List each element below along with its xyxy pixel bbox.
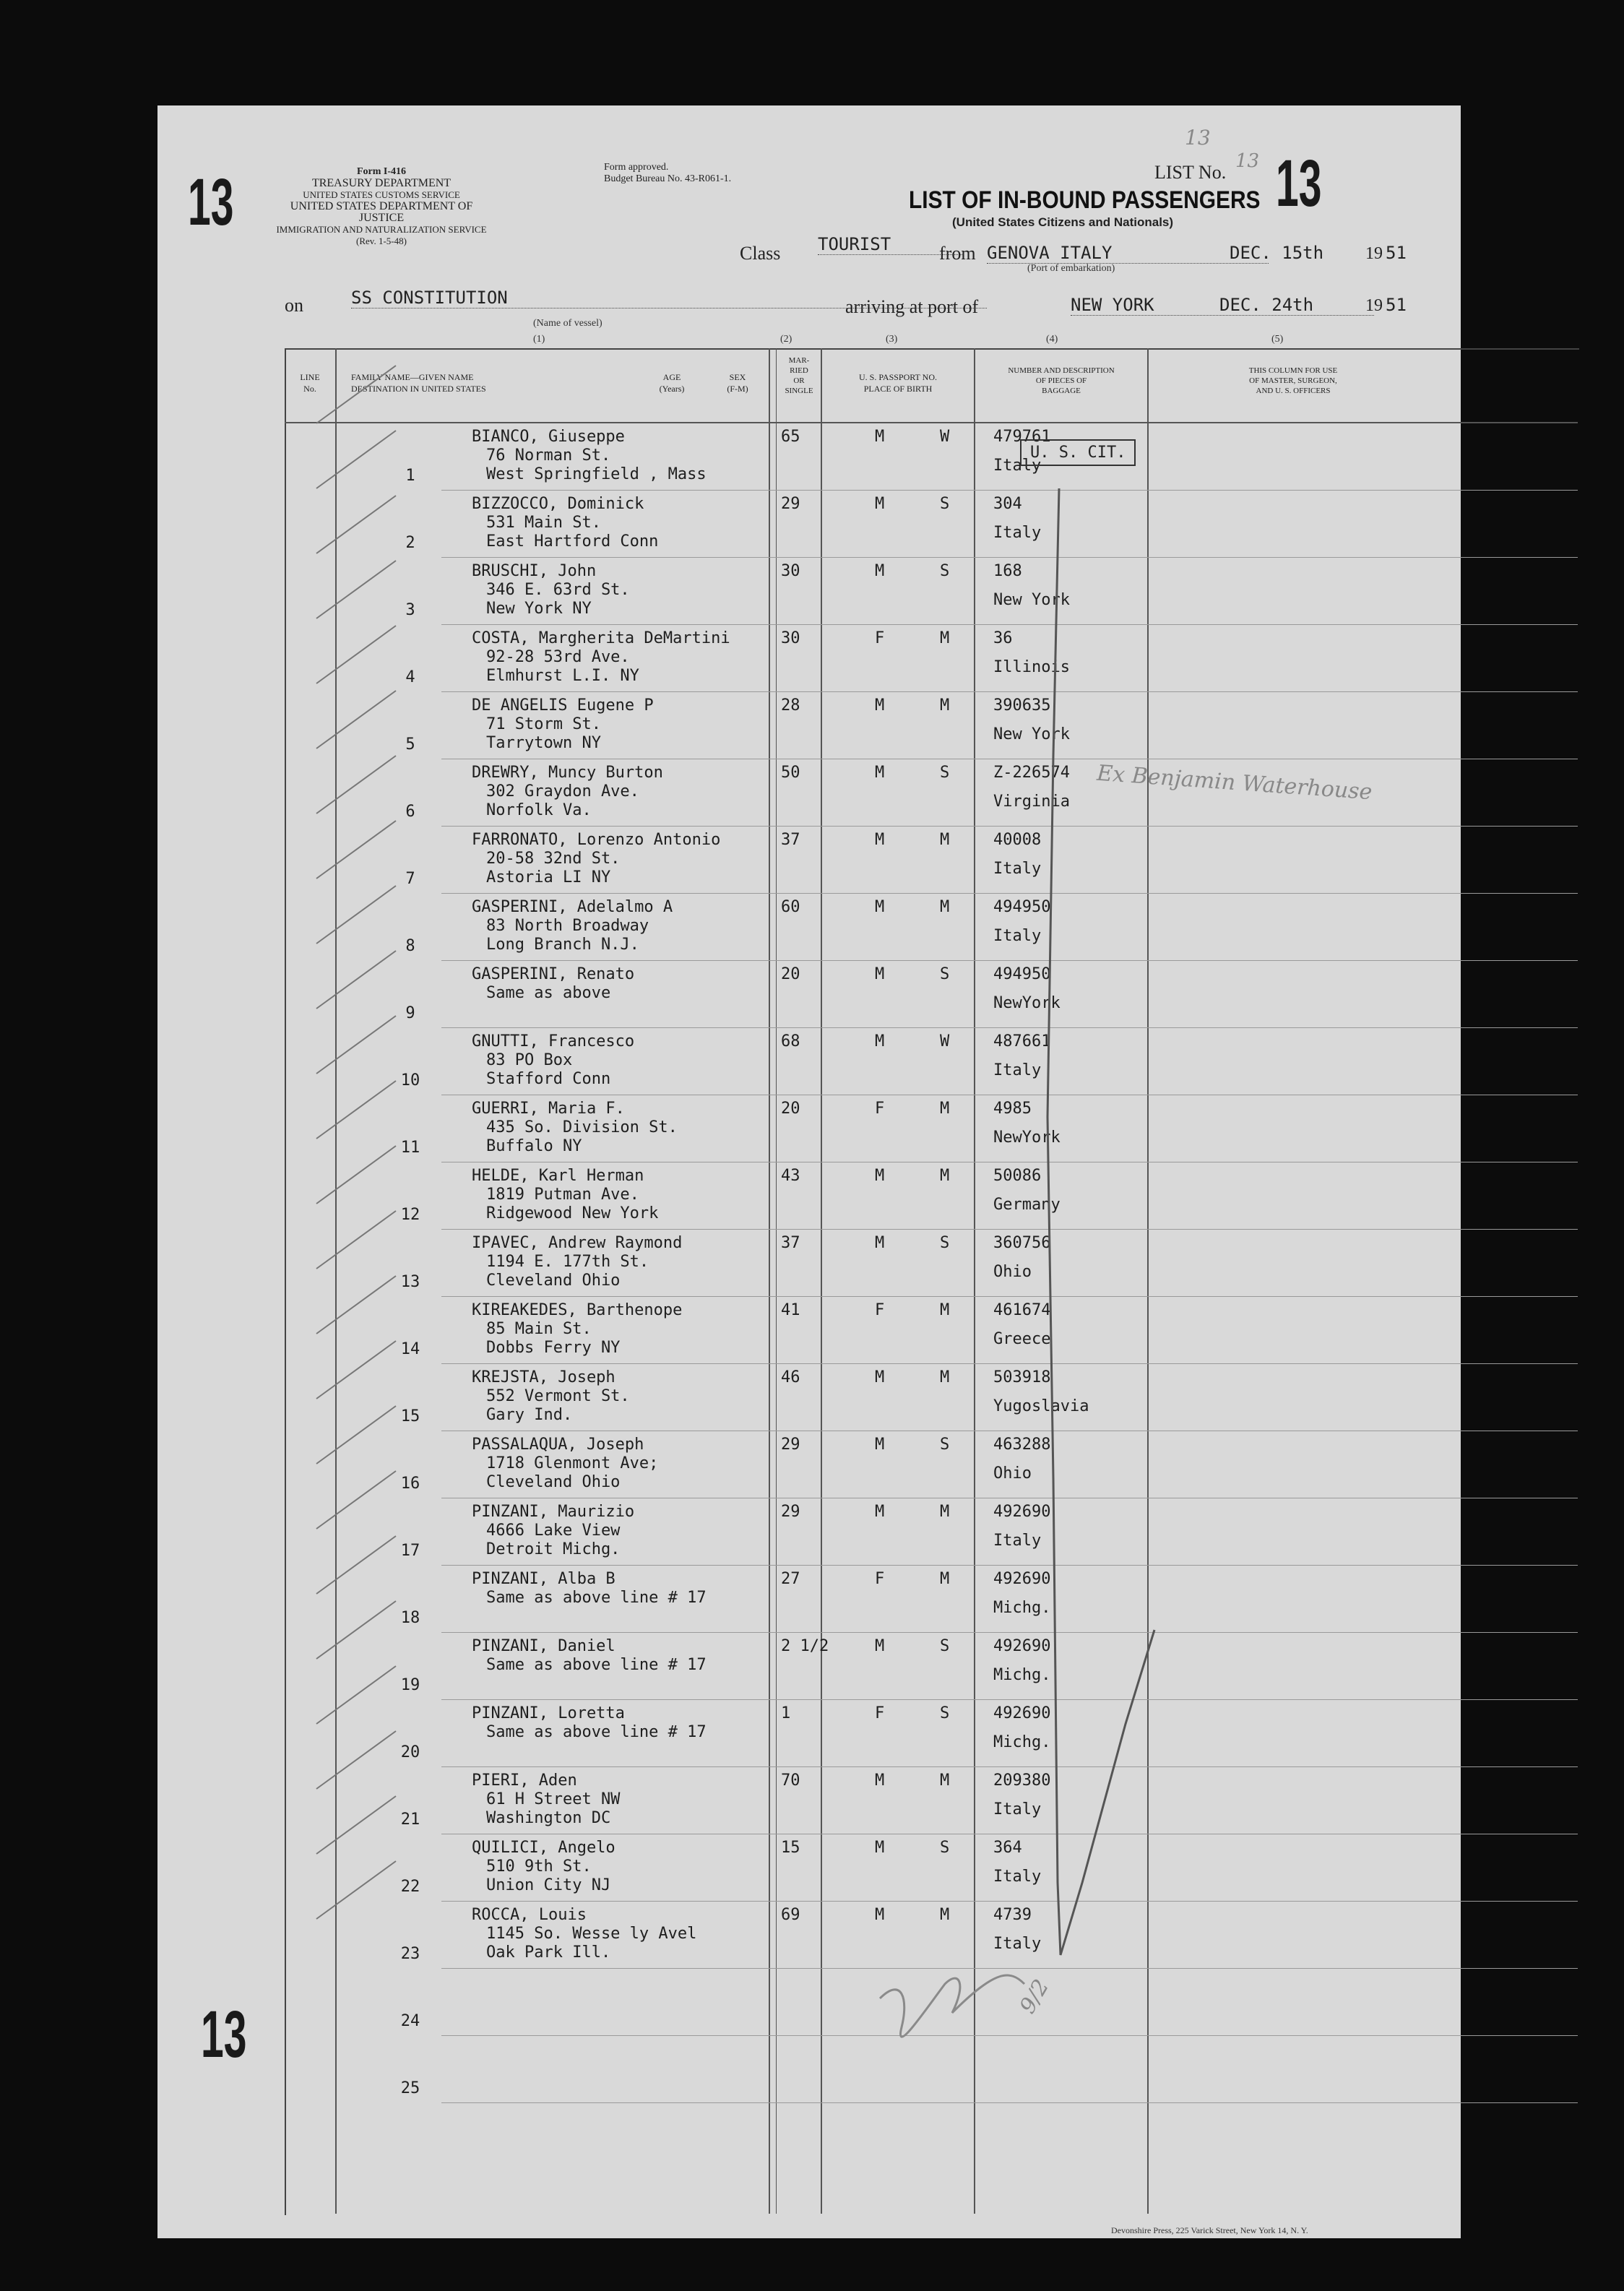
sex-cell: M <box>875 1772 885 1790</box>
departure-date: DEC. 15th <box>1230 243 1324 263</box>
arrival-year: 51 <box>1386 295 1407 315</box>
marital-status-cell: S <box>940 1234 950 1252</box>
age-cell: 28 <box>781 696 800 715</box>
class-label: Class <box>740 243 781 264</box>
address-line-2: Cleveland Ohio <box>486 1272 621 1290</box>
place-of-birth: Italy <box>993 1532 1042 1550</box>
sex-cell: M <box>875 965 885 983</box>
passport-number: 36 <box>993 629 1013 647</box>
place-of-birth: Italy <box>993 1061 1042 1079</box>
address-line-2: West Springfield , Mass <box>486 465 707 483</box>
address-line-1: 85 Main St. <box>486 1320 592 1338</box>
page-title: LIST OF IN-BOUND PASSENGERS <box>909 186 1261 214</box>
marital-status-cell: S <box>940 1637 950 1655</box>
col-num-2: (2) <box>780 334 792 345</box>
us-citizen-stamp: U. S. CIT. <box>1020 439 1136 466</box>
address-line-2: Oak Park Ill. <box>486 1943 611 1962</box>
passport-number: 492690 <box>993 1503 1051 1521</box>
pencil-marks <box>157 105 1461 2238</box>
place-of-birth: New York <box>993 725 1070 743</box>
passport-number: 304 <box>993 495 1022 513</box>
sex-cell: F <box>875 1301 885 1319</box>
vessel-note: (Name of vessel) <box>533 318 602 329</box>
line-number: 15 <box>400 1407 420 1425</box>
passenger-name: FARRONATO, Lorenzo Antonio <box>472 831 721 849</box>
port-note: (Port of embarkation) <box>1027 263 1115 274</box>
line-number: 22 <box>400 1878 420 1896</box>
address-line-2: Astoria LI NY <box>486 868 611 886</box>
age-cell: 69 <box>781 1906 800 1924</box>
passenger-name: PINZANI, Daniel <box>472 1637 616 1655</box>
address-line-1: 20-58 32nd St. <box>486 850 621 868</box>
passport-number: 40008 <box>993 831 1042 849</box>
line-number: 11 <box>400 1139 420 1157</box>
sex-cell: M <box>875 1032 885 1050</box>
line-number: 8 <box>405 937 415 955</box>
address-line-1: 552 Vermont St. <box>486 1387 630 1405</box>
sex-cell: M <box>875 1368 885 1386</box>
header-age: AGE (Years) <box>659 372 685 394</box>
address-line-1: 83 PO Box <box>486 1051 573 1069</box>
address-line-1: 346 E. 63rd St. <box>486 581 630 599</box>
line-number: 9 <box>405 1004 415 1022</box>
marital-status-cell: M <box>940 1772 950 1790</box>
customs-service: UNITED STATES CUSTOMS SERVICE <box>303 189 460 200</box>
sex-cell: F <box>875 629 885 647</box>
sex-cell: M <box>875 562 885 580</box>
address-line-2: Dobbs Ferry NY <box>486 1339 621 1357</box>
age-cell: 29 <box>781 1436 800 1454</box>
age-cell: 27 <box>781 1570 800 1588</box>
address-line-2: East Hartford Conn <box>486 532 659 551</box>
passport-number: 492690 <box>993 1637 1051 1655</box>
ins-service: IMMIGRATION AND NATURALIZATION SERVICE <box>276 224 487 235</box>
passport-number: 390635 <box>993 696 1051 715</box>
place-of-birth: Yugoslavia <box>993 1397 1089 1415</box>
passenger-name: DE ANGELIS Eugene P <box>472 696 654 715</box>
address-line-1: Same as above <box>486 984 611 1002</box>
passenger-name: BRUSCHI, John <box>472 562 597 580</box>
marital-status-cell: M <box>940 898 950 916</box>
address-line-1: 435 So. Division St. <box>486 1118 678 1136</box>
address-line-1: 4666 Lake View <box>486 1522 621 1540</box>
place-of-birth: Italy <box>993 860 1042 878</box>
stamp-number-right: 13 <box>1276 147 1322 220</box>
place-of-birth: Illinois <box>993 658 1070 676</box>
passport-number: 503918 <box>993 1368 1051 1386</box>
address-line-1: Same as above line # 17 <box>486 1723 707 1741</box>
sex-cell: M <box>875 1637 885 1655</box>
address-line-2: Stafford Conn <box>486 1070 611 1088</box>
marital-status-cell: M <box>940 1100 950 1118</box>
line-number: 1 <box>405 467 415 485</box>
place-of-birth: Michg. <box>993 1733 1051 1751</box>
vessel-name: SS CONSTITUTION <box>351 288 987 309</box>
place-of-birth: Italy <box>993 524 1042 542</box>
address-line-2: New York NY <box>486 600 592 618</box>
passenger-name: IPAVEC, Andrew Raymond <box>472 1234 683 1252</box>
stamp-number-left: 13 <box>188 165 234 239</box>
class-value: TOURIST <box>818 234 962 255</box>
line-number: 21 <box>400 1811 420 1829</box>
age-cell: 20 <box>781 965 800 983</box>
age-cell: 70 <box>781 1772 800 1790</box>
marital-status-cell: S <box>940 1839 950 1857</box>
address-line-1: 1718 Glenmont Ave; <box>486 1454 659 1472</box>
form-number: Form I-416 <box>356 166 407 177</box>
passenger-name: DREWRY, Muncy Burton <box>472 764 663 782</box>
age-cell: 37 <box>781 1234 800 1252</box>
address-line-2: Ridgewood New York <box>486 1204 659 1222</box>
arrival-date: DEC. 24th <box>1219 295 1314 315</box>
approved-text: Form approved. <box>604 162 669 173</box>
line-number: 20 <box>400 1743 420 1761</box>
marital-status-cell: M <box>940 1167 950 1185</box>
address-line-1: Same as above line # 17 <box>486 1656 707 1674</box>
address-line-1: 302 Graydon Ave. <box>486 782 639 801</box>
list-number-label: LIST No. <box>1154 162 1227 183</box>
header-sex: SEX (F-M) <box>727 372 748 394</box>
passenger-name: QUILICI, Angelo <box>472 1839 616 1857</box>
marital-status-cell: S <box>940 965 950 983</box>
age-cell: 43 <box>781 1167 800 1185</box>
line-number: 19 <box>400 1676 420 1694</box>
place-of-birth: Michg. <box>993 1666 1051 1684</box>
sex-cell: M <box>875 1436 885 1454</box>
age-cell: 68 <box>781 1032 800 1050</box>
marital-status-cell: M <box>940 831 950 849</box>
address-line-2: Long Branch N.J. <box>486 936 639 954</box>
list-number-value: 13 <box>1235 150 1260 172</box>
age-cell: 1 <box>781 1704 791 1722</box>
marital-status-cell: S <box>940 562 950 580</box>
age-cell: 41 <box>781 1301 800 1319</box>
marital-status-cell: S <box>940 495 950 513</box>
manifest-page <box>157 105 1461 2238</box>
marital-status-cell: S <box>940 1704 950 1722</box>
age-cell: 65 <box>781 428 800 446</box>
header-officers: THIS COLUMN FOR USE OF MASTER, SURGEON, AND U. S. OFFICERS <box>1248 366 1338 395</box>
address-line-2: Gary Ind. <box>486 1406 573 1424</box>
printer-footer: Devonshire Press, 225 Varick Street, New York 14, N. Y. <box>1111 2225 1308 2235</box>
address-line-1: 1819 Putman Ave. <box>486 1186 639 1204</box>
line-number: 13 <box>400 1273 420 1291</box>
sex-cell: M <box>875 1906 885 1924</box>
from-label: from <box>939 243 976 264</box>
age-cell: 60 <box>781 898 800 916</box>
line-number: 14 <box>400 1340 420 1358</box>
line-tick-marks <box>316 366 396 1919</box>
passport-number: 487661 <box>993 1032 1051 1050</box>
col-num-3: (3) <box>886 334 898 345</box>
passenger-name: PIERI, Aden <box>472 1772 577 1790</box>
line-number: 16 <box>400 1475 420 1493</box>
address-line-2: Elmhurst L.I. NY <box>486 667 639 685</box>
passenger-name: GNUTTI, Francesco <box>472 1032 635 1050</box>
place-of-birth: Ohio <box>993 1464 1032 1483</box>
place-of-birth: Italy <box>993 1935 1042 1953</box>
passport-number: 461674 <box>993 1301 1051 1319</box>
arrival-port: NEW YORK <box>1071 295 1374 316</box>
address-line-1: 1145 So. Wesse ly Avel <box>486 1925 697 1943</box>
address-line-2: Cleveland Ohio <box>486 1473 621 1491</box>
place-of-birth: Italy <box>993 457 1042 475</box>
address-line-1: 83 North Broadway <box>486 917 649 935</box>
sex-cell: M <box>875 495 885 513</box>
line-number: 7 <box>405 870 415 888</box>
passenger-name: BIZZOCCO, Dominick <box>472 495 644 513</box>
line-number: 5 <box>405 735 415 754</box>
header-name: FAMILY NAME—GIVEN NAME DESTINATION IN UNITED STATES <box>351 372 486 394</box>
sex-cell: F <box>875 1704 885 1722</box>
sex-cell: M <box>875 1167 885 1185</box>
age-cell: 30 <box>781 629 800 647</box>
age-cell: 2 1/2 <box>781 1637 829 1655</box>
marital-status-cell: M <box>940 629 950 647</box>
passport-number: 209380 <box>993 1772 1051 1790</box>
passenger-name: PINZANI, Alba B <box>472 1570 616 1588</box>
sex-cell: F <box>875 1100 885 1118</box>
line-number: 23 <box>400 1945 420 1963</box>
address-line-1: 531 Main St. <box>486 514 601 532</box>
age-cell: 37 <box>781 831 800 849</box>
place-of-birth: NewYork <box>993 994 1061 1012</box>
passenger-name: COSTA, Margherita DeMartini <box>472 629 730 647</box>
place-of-birth: Michg. <box>993 1599 1051 1617</box>
passport-number: 492690 <box>993 1570 1051 1588</box>
place-of-birth: Italy <box>993 927 1042 945</box>
officer-initials: 9/2 <box>1014 1975 1055 2019</box>
marital-status-cell: W <box>940 1032 950 1050</box>
sex-cell: M <box>875 1839 885 1857</box>
stamp-number-bottom: 13 <box>201 1998 247 2071</box>
marital-status-cell: M <box>940 1368 950 1386</box>
passenger-name: ROCCA, Louis <box>472 1906 587 1924</box>
treasury-dept: TREASURY DEPARTMENT <box>311 177 452 189</box>
line-number: 3 <box>405 601 415 619</box>
address-line-2: Buffalo NY <box>486 1137 582 1155</box>
col-num-4: (4) <box>1046 334 1058 345</box>
sex-cell: M <box>875 696 885 715</box>
marital-status-cell: S <box>940 764 950 782</box>
passenger-name: GASPERINI, Adelalmo A <box>472 898 673 916</box>
address-line-2: Detroit Michg. <box>486 1540 621 1558</box>
col-num-1: (1) <box>533 334 545 345</box>
place-of-birth: Ohio <box>993 1263 1032 1281</box>
sex-cell: M <box>875 764 885 782</box>
passenger-name: GUERRI, Maria F. <box>472 1100 625 1118</box>
arriving-label: arriving at port of <box>845 296 979 317</box>
marital-status-cell: M <box>940 1906 950 1924</box>
line-number: 4 <box>405 668 415 686</box>
age-cell: 15 <box>781 1839 800 1857</box>
col-num-5: (5) <box>1271 334 1284 345</box>
line-number: 12 <box>400 1206 420 1224</box>
passport-number: 364 <box>993 1839 1022 1857</box>
marital-status-cell: M <box>940 1503 950 1521</box>
line-number: 18 <box>400 1609 420 1627</box>
place-of-birth: Germany <box>993 1196 1061 1214</box>
address-line-2: Washington DC <box>486 1809 611 1827</box>
arrival-year-prefix: 19 <box>1365 296 1383 315</box>
marital-status-cell: M <box>940 696 950 715</box>
marital-status-cell: M <box>940 1301 950 1319</box>
address-line-1: 76 Norman St. <box>486 446 611 465</box>
place-of-birth: Italy <box>993 1800 1042 1818</box>
departure-year-prefix: 19 <box>1365 244 1383 263</box>
passenger-name: PINZANI, Loretta <box>472 1704 625 1722</box>
address-line-1: 1194 E. 177th St. <box>486 1253 649 1271</box>
address-line-1: 61 H Street NW <box>486 1790 621 1808</box>
line-number: 17 <box>400 1542 420 1560</box>
address-line-1: 92-28 53rd Ave. <box>486 648 630 666</box>
passport-number: 4985 <box>993 1100 1032 1118</box>
passport-number: 4739 <box>993 1906 1032 1924</box>
baggage-pencil-line <box>1048 488 1154 1955</box>
page-subtitle: (United States Citizens and Nationals) <box>952 215 1174 229</box>
line-number: 6 <box>405 803 415 821</box>
marital-status-cell: W <box>940 428 950 446</box>
on-label: on <box>285 295 303 316</box>
header-married: MAR- RIED OR SINGLE <box>785 356 813 395</box>
line-number: 24 <box>400 2012 420 2030</box>
list-number-note: 13 <box>1185 126 1211 150</box>
address-line-2: Norfolk Va. <box>486 801 592 819</box>
note-ex-vessel: Ex Benjamin Waterhouse <box>1096 760 1373 806</box>
marital-status-cell: M <box>940 1570 950 1588</box>
passenger-name: GASPERINI, Renato <box>472 965 635 983</box>
passport-number: 50086 <box>993 1167 1042 1185</box>
line-number: 25 <box>400 2079 420 2097</box>
passenger-name: KREJSTA, Joseph <box>472 1368 616 1386</box>
header-baggage: NUMBER AND DESCRIPTION OF PIECES OF BAGGAGE <box>1008 366 1115 395</box>
address-line-1: Same as above line # 17 <box>486 1589 707 1607</box>
age-cell: 50 <box>781 764 800 782</box>
passenger-name: BIANCO, Giuseppe <box>472 428 625 446</box>
signature-scribble <box>880 1975 1024 2037</box>
revision: (Rev. 1-5-48) <box>356 236 407 246</box>
sex-cell: M <box>875 898 885 916</box>
passport-number: 494950 <box>993 898 1051 916</box>
place-of-birth: Virginia <box>993 793 1070 811</box>
departure-year: 51 <box>1386 243 1407 263</box>
age-cell: 20 <box>781 1100 800 1118</box>
age-cell: 29 <box>781 495 800 513</box>
passenger-name: PINZANI, Maurizio <box>472 1503 635 1521</box>
passport-number: 479761 <box>993 428 1051 446</box>
age-cell: 30 <box>781 562 800 580</box>
place-of-birth: Greece <box>993 1330 1051 1348</box>
header-line-no: LINE No. <box>300 372 320 394</box>
line-number: 10 <box>400 1071 420 1090</box>
sex-cell: F <box>875 1570 885 1588</box>
line-number: 2 <box>405 534 415 552</box>
passenger-name: PASSALAQUA, Joseph <box>472 1436 644 1454</box>
from-value: GENOVA ITALY <box>987 243 1269 264</box>
sex-cell: M <box>875 428 885 446</box>
address-line-1: 71 Storm St. <box>486 715 601 733</box>
passport-number: 360756 <box>993 1234 1051 1252</box>
place-of-birth: NewYork <box>993 1129 1061 1147</box>
sex-cell: M <box>875 1503 885 1521</box>
budget-text: Budget Bureau No. 43-R061-1. <box>604 173 732 184</box>
sex-cell: M <box>875 1234 885 1252</box>
place-of-birth: New York <box>993 591 1070 609</box>
address-line-2: Tarrytown NY <box>486 734 601 752</box>
age-cell: 29 <box>781 1503 800 1521</box>
passport-number: 492690 <box>993 1704 1051 1722</box>
passenger-name: HELDE, Karl Herman <box>472 1167 644 1185</box>
sex-cell: M <box>875 831 885 849</box>
passenger-name: KIREAKEDES, Barthenope <box>472 1301 683 1319</box>
marital-status-cell: S <box>940 1436 950 1454</box>
justice-dept: UNITED STATES DEPARTMENT OF JUSTICE <box>290 200 473 224</box>
passport-number: 463288 <box>993 1436 1051 1454</box>
header-passport: U. S. PASSPORT NO. PLACE OF BIRTH <box>859 372 937 394</box>
passport-number: 494950 <box>993 965 1051 983</box>
address-line-2: Union City NJ <box>486 1876 611 1894</box>
passport-number: 168 <box>993 562 1022 580</box>
address-line-1: 510 9th St. <box>486 1858 592 1876</box>
age-cell: 46 <box>781 1368 800 1386</box>
passport-number: Z-226574 <box>993 764 1070 782</box>
place-of-birth: Italy <box>993 1868 1042 1886</box>
